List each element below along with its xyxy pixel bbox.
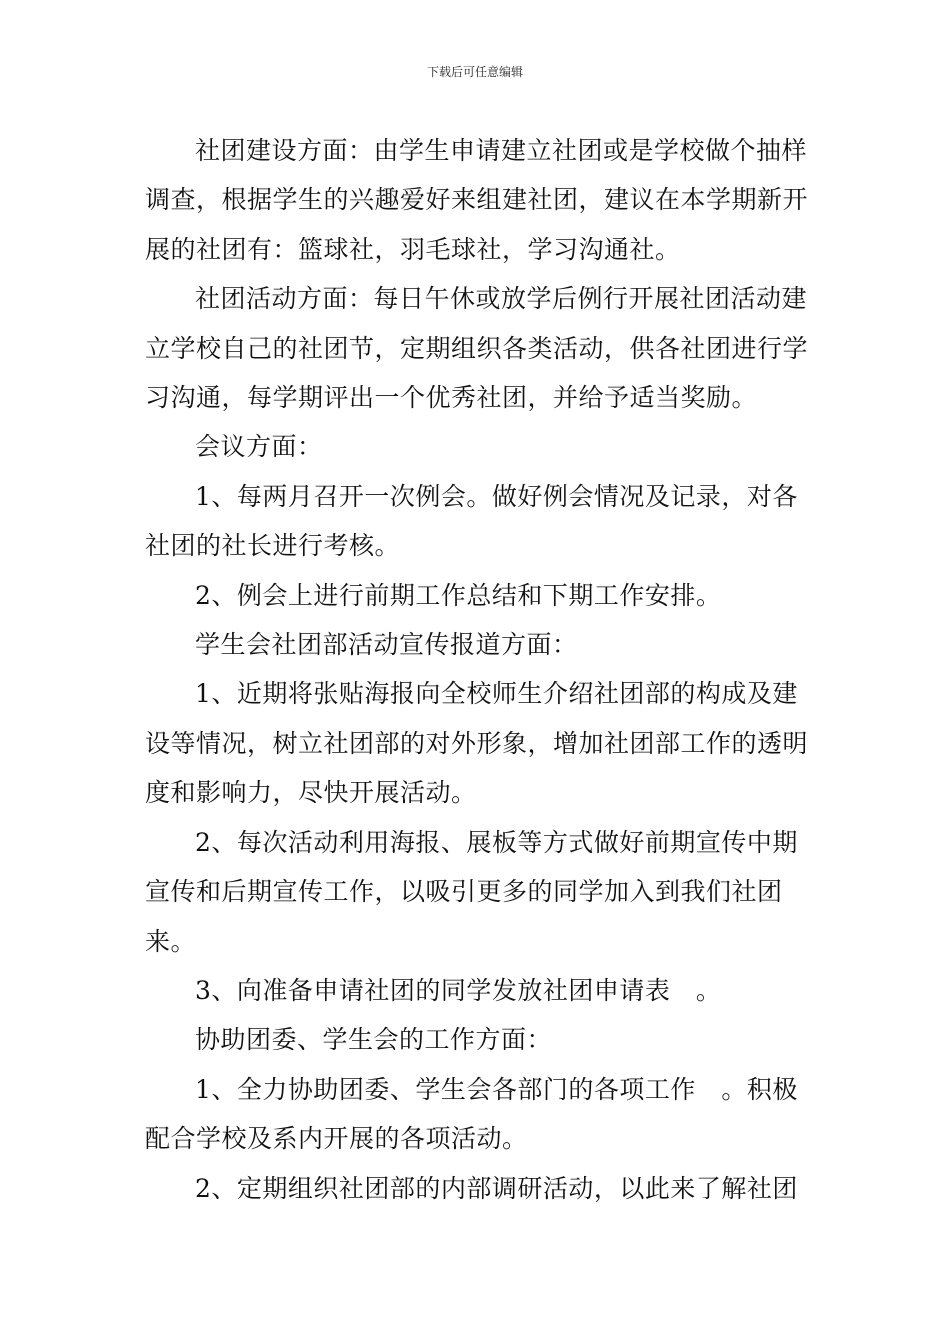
page-header: 下载后可任意编辑 [426, 65, 523, 79]
paragraph-meeting-heading: 会议方面： [195, 432, 323, 462]
paragraph-assist-item-2: 2、定期组织社团部的内部调研活动，以此来了解社团 [195, 1173, 798, 1203]
paragraph-meeting-item-1: 1、每两月召开一次例会。做好例会情况及记录，对各社团的社长进行考核。 [145, 481, 798, 561]
paragraph-meeting-item-2: 2、例会上进行前期工作总结和下期工作安排。 [195, 580, 722, 610]
paragraph-publicity-item-3: 3、向准备申请社团的同学发放社团申请表 。 [195, 975, 722, 1005]
paragraph-club-activities: 社团活动方面：每日午休或放学后例行开展社团活动建立学校自己的社团节，定期组织各类活动，供各社团进行学习沟通，每学期评出一个优秀社团，并给予适当奖励。 [145, 284, 809, 413]
paragraph-publicity-item-2: 2、每次活动利用海报、展板等方式做好前期宣传中期宣传和后期宣传工作，以吸引更多的同学加入到我们社团来。 [145, 827, 798, 956]
paragraph-assist-heading: 协助团委、学生会的工作方面： [195, 1025, 553, 1055]
paragraph-publicity-heading: 学生会社团部活动宣传报道方面： [195, 630, 578, 660]
paragraph-club-construction: 社团建设方面：由学生申请建立社团或是学校做个抽样调查，根据学生的兴趣爱好来组建社团，建议在本学期新开展的社团有：篮球社，羽毛球社，学习沟通社。 [145, 136, 809, 264]
document-body [145, 126, 810, 1213]
paragraph-assist-item-1: 1、全力协助团委、学生会各部门的各项工作 。积极配合学校及系内开展的各项活动。 [145, 1074, 798, 1154]
paragraph-publicity-item-1: 1、近期将张贴海报向全校师生介绍社团部的构成及建设等情况，树立社团部的对外形象，增加社团部工作的透明度和影响力，尽快开展活动。 [145, 679, 809, 808]
